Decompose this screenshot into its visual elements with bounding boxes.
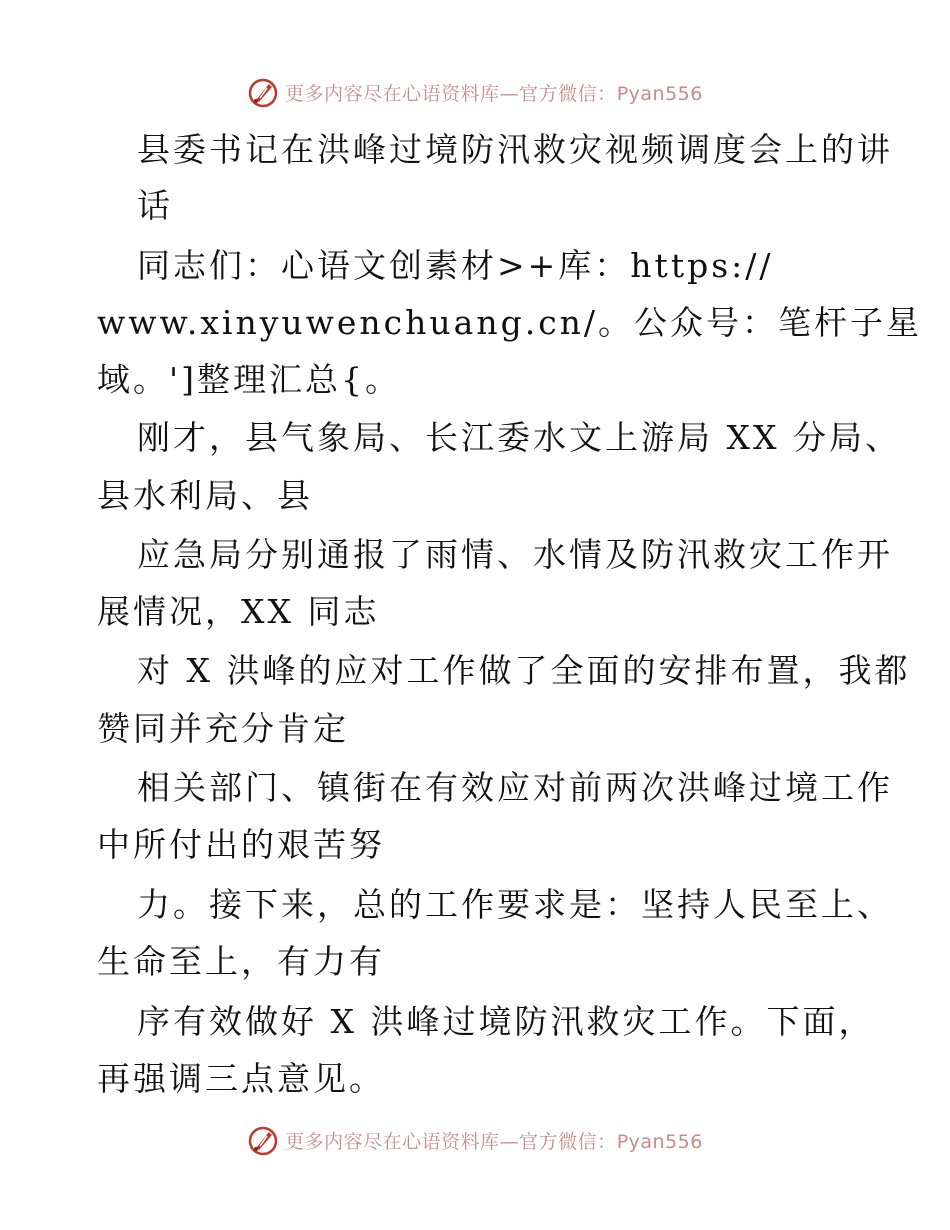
watermark-banner-top [0,72,950,112]
text-line: 赞同并充分肯定 [97,709,349,748]
watermark-banner-bottom [0,1120,950,1160]
text-line: 对 X 洪峰的应对工作做了全面的安排布置，我都 [137,651,911,690]
watermark-text: 更多内容尽在心语资料库—官方微信：Pyan556 [285,82,703,105]
quill-ink-logo-icon [247,76,279,108]
title-line-1: 县委书记在洪峰过境防汛救灾视频调度会上的讲 [137,130,893,169]
text-line: 相关部门、镇街在有效应对前两次洪峰过境工作 [137,768,893,807]
text-line: 域。']整理汇总{。 [97,360,401,399]
title-line-2: 话 [137,186,173,225]
text-line: 应急局分别通报了雨情、水情及防汛救灾工作开 [137,535,893,574]
text-line: 中所付出的艰苦努 [97,825,385,864]
text-line: 力。接下来，总的工作要求是：坚持人民至上、 [137,885,893,924]
text-line: 展情况，XX 同志 [97,592,380,631]
text-line: www.xinyuwenchuang.cn/。公众号：笔杆子星 [97,303,923,342]
text-line: 再强调三点意见。 [97,1059,385,1098]
watermark-text: 更多内容尽在心语资料库—官方微信：Pyan556 [285,1130,703,1153]
text-line: 刚才，县气象局、长江委水文上游局 XX 分局、 [137,418,901,457]
text-line: 序有效做好 X 洪峰过境防汛救灾工作。下面， [137,1002,875,1041]
quill-ink-logo-icon [247,1124,279,1156]
text-line: 同志们：心语文创素材>+库：https:// [137,246,774,285]
text-line: 生命至上，有力有 [97,942,385,981]
text-line: 县水利局、县 [97,476,313,515]
